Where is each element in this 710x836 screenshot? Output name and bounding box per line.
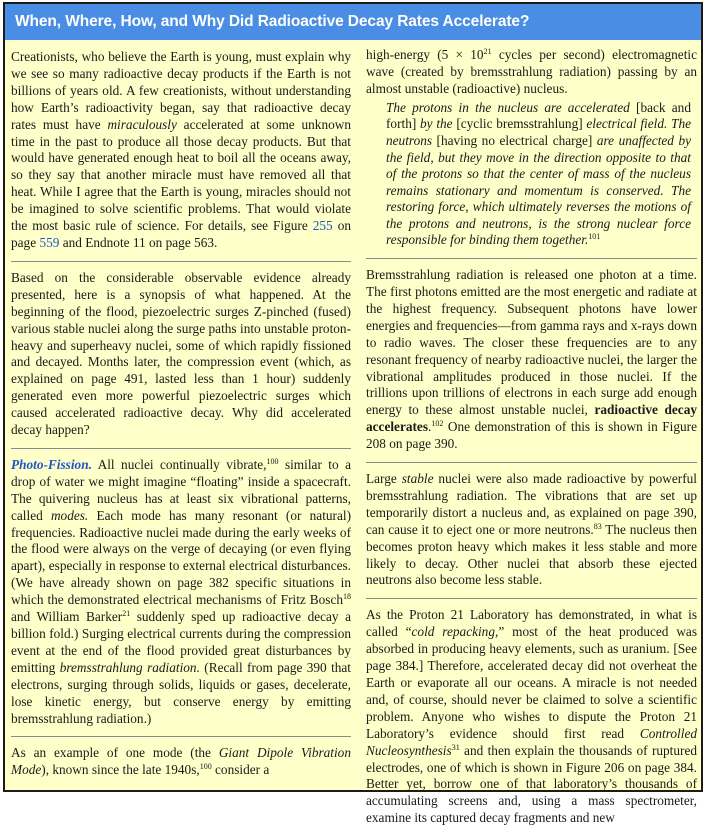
endnote-ref: 102	[431, 419, 444, 429]
link-page-559[interactable]: 559	[39, 234, 60, 250]
text: [back and forth]	[386, 99, 691, 132]
emphasis-decay-accelerates: radioactive decay accelerates	[366, 402, 697, 435]
text: by the	[420, 116, 453, 132]
text: and William Barker	[11, 609, 123, 625]
left-column	[11, 49, 351, 788]
text: ” most of the heat produced was absorbed in producing heavy elements, such as uranium. [See page 384.] Therefore, accelerated decay did not overheat the Earth or evaporate all our oceans. A miracle is not needed and, of course, should never be claimed to solve a scientific problem. Anyone who wishes to dispute the Proton 21 Laboratory’s evidence should first read	[366, 624, 698, 741]
right-column	[366, 47, 697, 836]
text: (Recall from page 390 that electrons, surging through solids, liquids or gases, decelerate, lose kinetic energy, but conserve energy by emitting bremsstrahlung radiation.)	[11, 659, 352, 726]
title-bar	[5, 4, 701, 40]
block-quote	[386, 100, 691, 249]
paragraph-proton-21	[366, 607, 697, 827]
emphasis-miraculously: miraculously	[107, 116, 177, 132]
divider	[366, 462, 697, 463]
paragraph-stable-nuclei	[366, 471, 697, 589]
paragraph-dipole-mode	[11, 745, 351, 779]
text: on page	[11, 218, 351, 250]
divider	[11, 448, 351, 449]
text: accelerated at some unknown time in the past to produce all those decay products. But that would have generated enough heat to boil all the oceans away, so they say that another miracle must have removed all that heat. While I agree that the Earth is young, miracles should not be imagined to solve scientific problems. That would violate the most basic rule of science. For details, see Figure	[11, 116, 351, 234]
endnote-ref: 83	[593, 521, 602, 531]
text: and then explain the thousands of ruptured electrodes, one of which is shown in Figure 206 on page 384. Better yet, borrow one of that laboratory’s thousands of accumulating screens and, using a mass spectrometer, examine its captured decay fragments and new	[366, 742, 697, 826]
text: All nuclei continually vibrate,	[91, 456, 267, 472]
text: [having no electrical charge]	[432, 132, 597, 148]
paragraph-creationists	[11, 49, 351, 252]
paragraph-synopsis: Based on the considerable observable evidence already presented, here is a synopsis of what happened. At the beginning of the flood, piezoelectric surges Z-pinched (fused) various stable nuclei along the surge paths into unstable proton-heavy and superheavy nuclei, some of which rapidly fissioned and decayed. Months later, the compression event (which, as explained on page 491, lasted less than 1 hour) suddenly generated even more powerful piezoelectric surges which caused accelerated radioactive decay. Why did accelerated decay happen?	[11, 269, 351, 438]
text: [cyclic bremsstrahlung]	[452, 116, 587, 132]
sidebar-box	[3, 2, 703, 826]
text: Each mode has many resonant (or natural) frequencies. Radioactive nuclei made during the early weeks of the flood were always on the verge of decaying (or even flying apart), especially in response to external electrical disturbances. (We have already shown on page 382 specific situations in which the demonstrated electrical mechanisms of Fritz Bosch	[11, 507, 351, 608]
text: electrical field. The neutrons	[386, 116, 691, 148]
emphasis-modes: modes.	[50, 507, 89, 523]
text: are unaffected by the field, but they move in the direction opposite to that of the protons so that the center of mass of the nucleus remains stationary and momentum is conserved. The restoring force, which ultimately reverses the motions of the protons and neutrons, is the strong nuclear force responsible for binding them together.	[386, 132, 692, 248]
endnote-ref: 100	[199, 762, 212, 772]
text: ), known since the late 1940s,	[41, 762, 200, 778]
divider	[366, 598, 697, 599]
text: nuclei were also made radioactive by powerful bremsstrahlung radiation. The vibrations that are set up temporarily distort a nucleus and, as explained on page 390, can cause it to eject one or more neutrons.	[366, 471, 697, 537]
text: One demonstration of this is shown in Figure 208 on page 390.	[366, 419, 697, 452]
text: high-energy (5 × 10	[366, 47, 484, 62]
link-figure-255[interactable]: 255	[312, 218, 333, 234]
text: Bremsstrahlung radiation is released one photon at a time. The first photons emitted are the most energetic and radiate at the highest frequency. Subsequent photons have lower energies and frequencies—from gamma rays and x-rays down to radio waves. The closer these frequencies are to any resonant frequency of nearby radioactive nuclei, the larger the vibrational amplitudes produced in those nuclei. If the trillions upon trillions of electrons in each surge add enough energy to these almost unstable nuclei,	[366, 267, 697, 418]
emphasis-giant-dipole: Giant Dipole Vibration Mode	[11, 745, 351, 778]
book-title: Controlled Nucleosynthesis	[366, 725, 697, 758]
text: The nucleus then becomes proton heavy which makes it less stable and more likely to decay. Other nuclei that absorb these ejected neutrons also become less stable.	[366, 521, 697, 588]
text: cycles per second) electromagnetic wave (created by bremsstrahlung radiation) passing by an almost unstable (radioactive) nucleus.	[366, 47, 697, 96]
exponent: 21	[483, 47, 492, 56]
section-lead-photo-fission: Photo-Fission.	[11, 456, 92, 472]
endnote-ref: 101	[588, 232, 601, 242]
endnote-ref: 31	[451, 742, 460, 752]
paragraph-photo-fission	[11, 457, 351, 728]
divider	[11, 261, 351, 262]
text: suddenly sped up radioactive decay a billion fold.) Surging electrical currents during the compression event at the end of the flood provided great disturbances by emitting	[11, 609, 351, 675]
text: As the Proton 21 Laboratory has demonstrated, in what is called “	[366, 607, 697, 640]
text: Large	[366, 471, 402, 487]
paragraph-bremsstrahlung	[366, 267, 697, 453]
text: The protons in the nucleus are accelerated	[386, 99, 630, 115]
text: .	[428, 419, 432, 435]
endnote-ref: 18	[343, 592, 351, 602]
text: consider a	[211, 762, 270, 778]
divider	[366, 258, 697, 259]
emphasis-stable: stable	[401, 471, 434, 487]
endnote-ref: 100	[266, 456, 279, 466]
box-title: When, Where, How, and Why Did Radioactive Decay Rates Accelerate?	[15, 13, 530, 30]
text: similar to a drop of water we might imagine “floating” inside a spacecraft. The quivering nucleus has at least six vibrational patterns, called	[11, 456, 351, 523]
emphasis-bremsstrahlung: bremsstrahlung radiation.	[59, 659, 200, 675]
paragraph-electromagnetic-wave	[366, 47, 697, 98]
text: As an example of one mode (the	[11, 745, 219, 761]
text: Creationists, who believe the Earth is young, must explain why we see so many radioactive decay products if the Earth is not billions of years old. A few creationists, without understanding how Earth’s radioactivity began, say that radioactive decay rates must have	[11, 49, 351, 132]
emphasis-cold-repacking: cold repacking,	[411, 624, 499, 640]
text: and Endnote 11 on page 563.	[59, 234, 218, 250]
divider	[11, 736, 351, 737]
endnote-ref: 21	[122, 609, 131, 619]
